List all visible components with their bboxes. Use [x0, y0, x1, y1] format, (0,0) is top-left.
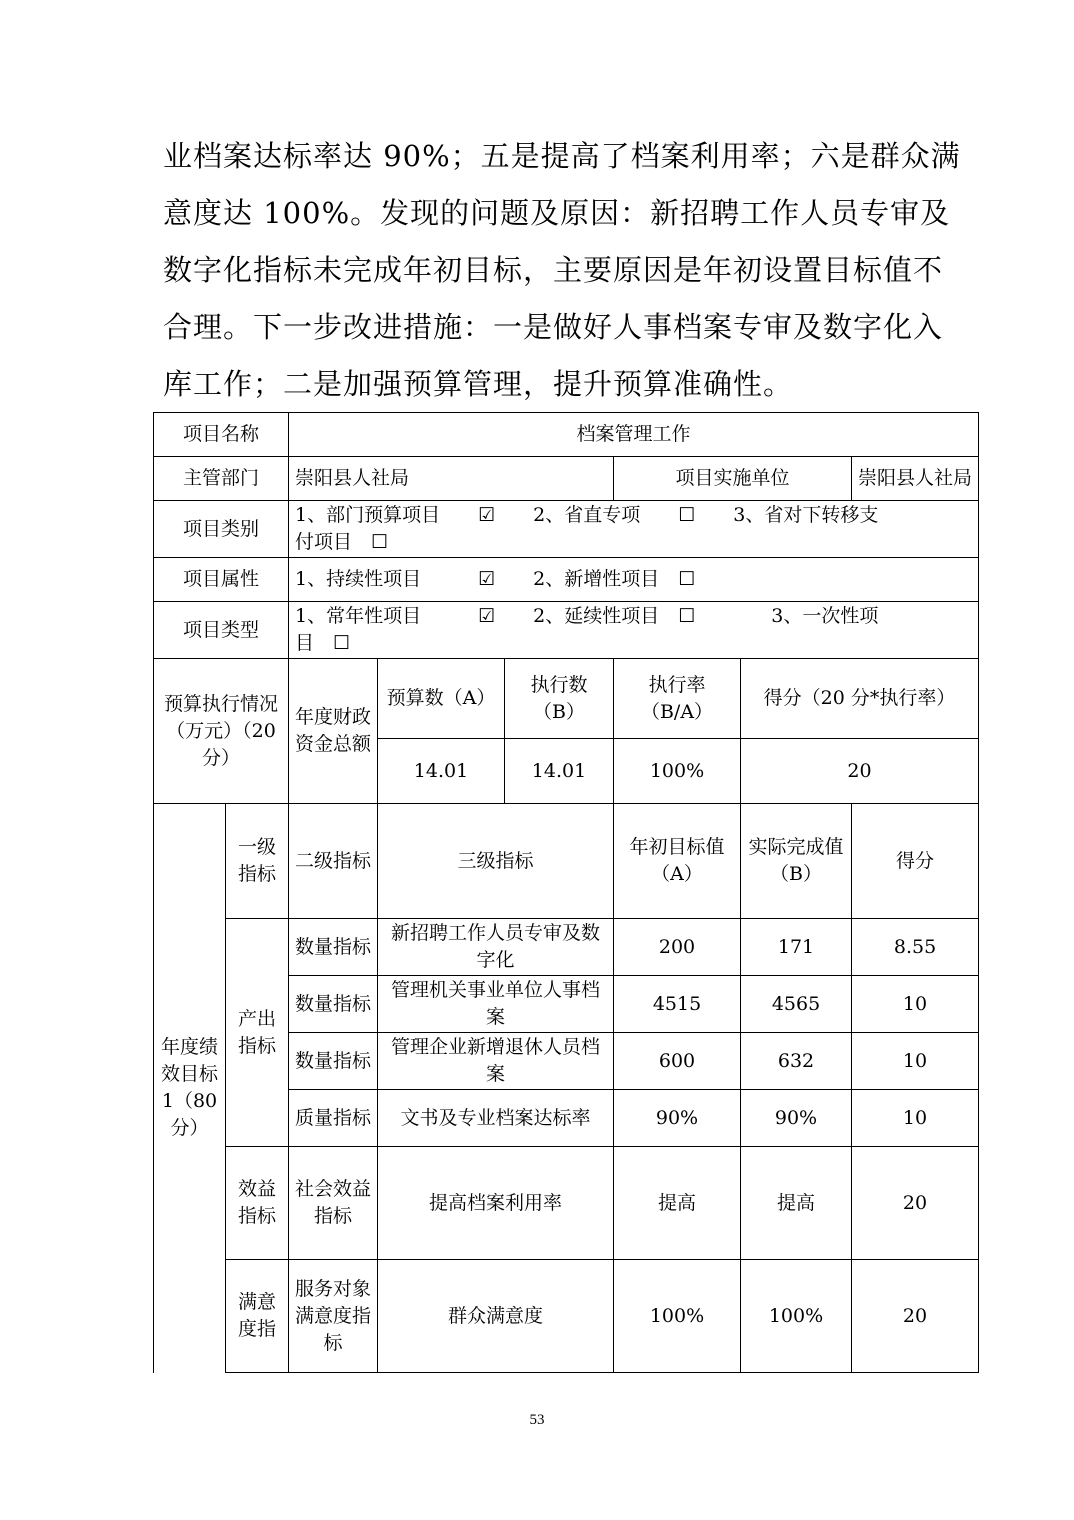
- lvl2-cell: 社会效益指标: [289, 1147, 378, 1260]
- actual-header: 实际完成值（B）: [741, 804, 852, 919]
- lvl3-cell: 提高档案利用率: [378, 1147, 614, 1260]
- lvl2-cell: 数量指标: [289, 1033, 378, 1090]
- lvl3-cell: 新招聘工作人员专审及数字化: [378, 919, 614, 976]
- impl-unit-label: 项目实施单位: [614, 457, 852, 501]
- row-budget-header: [154, 659, 979, 739]
- lvl2-cell: 数量指标: [289, 919, 378, 976]
- annual-goal-label: 年度绩效目标1（80分）: [154, 804, 226, 1373]
- actual-cell: 632: [741, 1033, 852, 1090]
- project-name-label: 项目名称: [154, 413, 289, 457]
- category-label: 项目类别: [154, 501, 289, 558]
- row-project-name: [154, 413, 979, 457]
- lvl3-cell: 管理机关事业单位人事档案: [378, 976, 614, 1033]
- paragraph-line: 合理。下一步改进措施：一是做好人事档案专审及数字化入: [163, 310, 944, 344]
- satisfaction-indicator-label: 满意度指: [226, 1260, 289, 1373]
- target-cell: 90%: [614, 1090, 741, 1147]
- type-line: 1、常年性项目 ☑ 2、延续性项目 ☐ 3、一次性项: [295, 605, 879, 627]
- row-category: [154, 501, 979, 558]
- row-indicator-header: [154, 804, 979, 919]
- attribute-options: 1、持续性项目 ☑ 2、新增性项目 ☐: [289, 558, 979, 602]
- lvl2-cell: 数量指标: [289, 976, 378, 1033]
- score-cell: 20: [852, 1260, 979, 1373]
- budget-label: 预算执行情况（万元）（20 分）: [154, 659, 289, 804]
- actual-cell: 4565: [741, 976, 852, 1033]
- lvl3-header: 三级指标: [378, 804, 614, 919]
- dept-value: 崇阳县人社局: [289, 457, 614, 501]
- lvl1-header: 一级指标: [226, 804, 289, 919]
- category-line: 付项目 ☐: [295, 531, 389, 553]
- budget-a-label: 预算数（A）: [378, 659, 505, 739]
- lvl3-cell: 管理企业新增退休人员档案: [378, 1033, 614, 1090]
- target-cell: 200: [614, 919, 741, 976]
- type-line: 目 ☐: [295, 632, 351, 654]
- lvl2-header: 二级指标: [289, 804, 378, 919]
- page-number: 53: [529, 1412, 545, 1428]
- performance-table: [153, 412, 979, 1373]
- score-cell: 10: [852, 1033, 979, 1090]
- lvl2-cell: 服务对象满意度指标: [289, 1260, 378, 1373]
- score-cell: 20: [852, 1147, 979, 1260]
- actual-cell: 提高: [741, 1147, 852, 1260]
- paragraph-line: 数字化指标未完成年初目标，主要原因是年初设置目标值不: [163, 253, 944, 287]
- exec-b-label: 执行数（B）: [505, 659, 614, 739]
- category-line: 1、部门预算项目 ☑ 2、省直专项 ☐ 3、省对下转移支: [295, 504, 879, 526]
- score-cell: 10: [852, 1090, 979, 1147]
- category-options: [289, 501, 979, 558]
- target-header: 年初目标值（A）: [614, 804, 741, 919]
- attribute-label: 项目属性: [154, 558, 289, 602]
- lvl2-cell: 质量指标: [289, 1090, 378, 1147]
- annual-fund-label: 年度财政资金总额: [289, 659, 378, 804]
- output-indicator-label: 产出指标: [226, 919, 289, 1147]
- budget-a-value: 14.01: [378, 739, 505, 804]
- type-label: 项目类型: [154, 602, 289, 659]
- table-row: [154, 1147, 979, 1260]
- target-cell: 4515: [614, 976, 741, 1033]
- actual-cell: 171: [741, 919, 852, 976]
- table-row: [154, 919, 979, 976]
- budget-score-value: 20: [741, 739, 979, 804]
- target-cell: 100%: [614, 1260, 741, 1373]
- type-options: [289, 602, 979, 659]
- target-cell: 提高: [614, 1147, 741, 1260]
- impl-unit-value: 崇阳县人社局: [852, 457, 979, 501]
- project-name-value: 档案管理工作: [289, 413, 979, 457]
- actual-cell: 90%: [741, 1090, 852, 1147]
- score-cell: 10: [852, 976, 979, 1033]
- exec-rate-label: 执行率（B/A）: [614, 659, 741, 739]
- actual-cell: 100%: [741, 1260, 852, 1373]
- exec-rate-value: 100%: [614, 739, 741, 804]
- table-row: [154, 1260, 979, 1373]
- row-type: [154, 602, 979, 659]
- lvl3-cell: 文书及专业档案达标率: [378, 1090, 614, 1147]
- paragraph-line: 意度达 100%。发现的问题及原因：新招聘工作人员专审及: [163, 196, 951, 230]
- paragraph-line: 业档案达标率达 90%；五是提高了档案利用率；六是群众满: [163, 139, 961, 173]
- body-paragraph: [163, 128, 961, 413]
- score-cell: 8.55: [852, 919, 979, 976]
- exec-b-value: 14.01: [505, 739, 614, 804]
- benefit-indicator-label: 效益指标: [226, 1147, 289, 1260]
- dept-label: 主管部门: [154, 457, 289, 501]
- row-department: [154, 457, 979, 501]
- target-cell: 600: [614, 1033, 741, 1090]
- row-attribute: [154, 558, 979, 602]
- score-header: 得分: [852, 804, 979, 919]
- budget-score-label: 得分（20 分*执行率）: [741, 659, 979, 739]
- lvl3-cell: 群众满意度: [378, 1260, 614, 1373]
- paragraph-line: 库工作；二是加强预算管理，提升预算准确性。: [163, 367, 794, 401]
